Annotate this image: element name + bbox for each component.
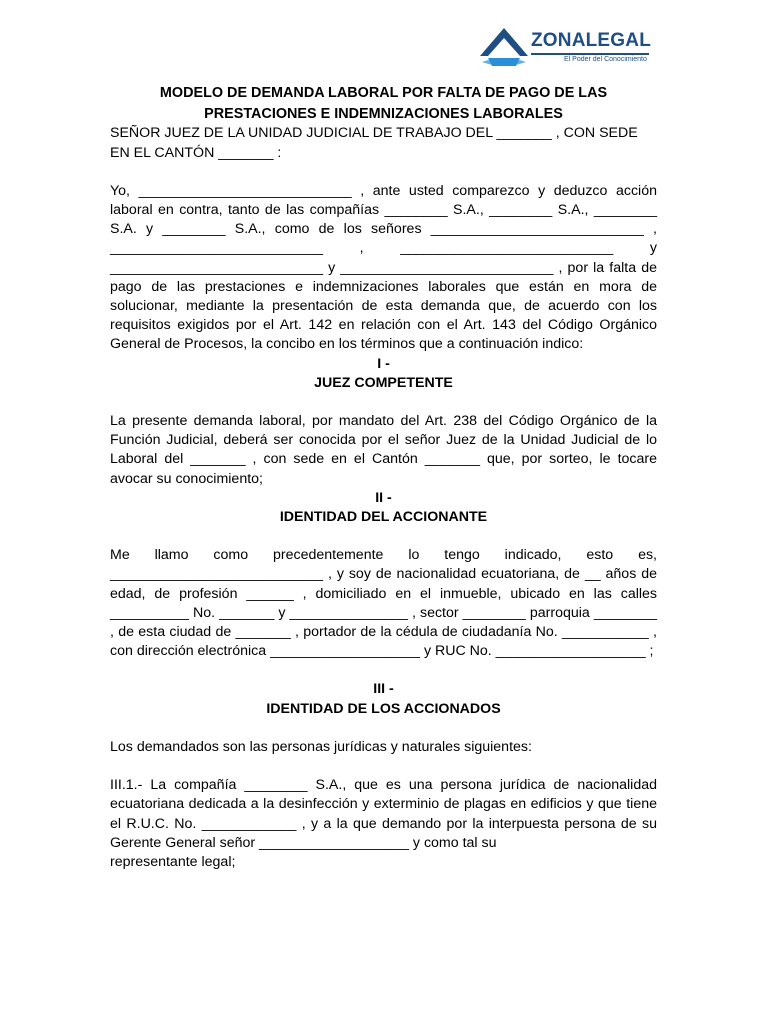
section-1-title: JUEZ COMPETENTE bbox=[314, 374, 453, 391]
section-3-title: IDENTIDAD DE LOS ACCIONADOS bbox=[266, 700, 501, 717]
spacer bbox=[110, 757, 657, 776]
logo-tagline: El Poder del Conocimiento bbox=[564, 56, 647, 63]
section-3-item-1-end: representante legal; bbox=[110, 853, 236, 870]
section-2-paragraph: Me llamo como precedentemente lo tengo indicado, esto es, ___________________________ , y soy de nacionalidad ecuatoriana, de __ años de edad, de profesión ______ , domiciliado en el inmueble, ubicado en las calles __________ No. _______ y _______________ , sector ________ parroquia ________ , de esta ciudad de _______ , portador de la cédula de ciudadanía No. ___________ , con dirección electrónica ___________________ y RUC No. ___________________ ; bbox=[110, 547, 657, 660]
zonalegal-logo bbox=[478, 26, 658, 70]
section-1-number: I - bbox=[377, 355, 390, 372]
address-paragraph: SEÑOR JUEZ DE LA UNIDAD JUDICIAL DE TRABAJO DEL _______ , CON SEDE EN EL CANTÓN _______ : bbox=[110, 125, 638, 161]
zonalegal-emblem-icon bbox=[478, 26, 530, 70]
spacer bbox=[110, 661, 657, 680]
logo-brand-name: ZONALEGAL bbox=[531, 30, 652, 51]
spacer bbox=[110, 393, 657, 412]
document-title-line-2: PRESTACIONES E INDEMNIZACIONES LABORALES bbox=[204, 106, 563, 123]
section-1-paragraph: La presente demanda laboral, por mandato del Art. 238 del Código Orgánico de la Función Judicial, deberá ser conocida por el señor Juez de la Unidad Judicial de lo Laboral del _______ , con sede en el Cantón _______ que, por sorteo, le tocare avocar su conocimiento; bbox=[110, 413, 657, 487]
section-2-title: IDENTIDAD DEL ACCIONANTE bbox=[279, 509, 488, 526]
document-body bbox=[110, 82, 657, 872]
section-2-number: II - bbox=[375, 489, 392, 506]
intro-paragraph: Yo, ___________________________ , ante usted comparezco y deduzco acción laboral en contra, tanto de las compañías ________ S.A., ________ S.A., ________ S.A. y ________ S.A., como de los señores ___________________________ , ___________________________ , ___________________________ y ___________________________ y ___________________________ , por la falta de pago de las prestaciones e indemnizaciones laborales que están en mora de solucionar, mediante la presentación de esta demanda que, de acuerdo con los requisitos exigidos por el Art. 142 en relación con el Art. 143 del Código Orgánico General de Procesos, la concibo en los términos que a continuación indico: bbox=[110, 182, 657, 353]
spacer bbox=[110, 163, 657, 182]
spacer bbox=[110, 527, 657, 546]
logo-rule bbox=[531, 53, 649, 55]
document-title-line-1: MODELO DE DEMANDA LABORAL POR FALTA DE PAGO DE LAS bbox=[159, 85, 608, 101]
section-3-item-1: III.1.- La compañía ________ S.A., que es una persona jurídica de nacionalidad ecuatoriana dedicada a la desinfección y exterminio de plagas en edificios y que tiene el R.U.C. No. ____________ , y a la que demando por la interpuesta persona de su Gerente General señor ___________________ y como tal su bbox=[110, 777, 657, 851]
section-3-intro: Los demandados son las personas jurídicas y naturales siguientes: bbox=[110, 738, 532, 755]
section-3-number: III - bbox=[373, 681, 394, 698]
spacer bbox=[110, 719, 657, 738]
